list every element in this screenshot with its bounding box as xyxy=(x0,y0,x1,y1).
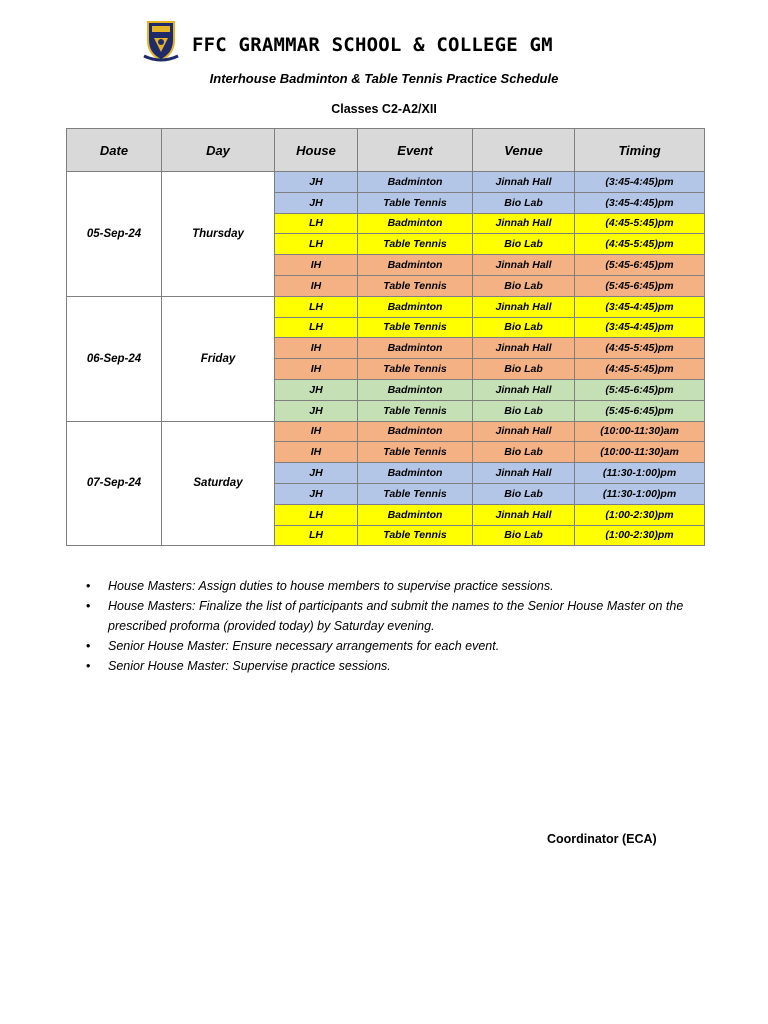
column-header-venue: Venue xyxy=(473,129,575,172)
coordinator-signature: Coordinator (ECA) xyxy=(547,832,657,846)
column-header-house: House xyxy=(275,129,358,172)
timing-cell: (5:45-6:45)pm xyxy=(575,400,705,421)
timing-cell: (4:45-5:45)pm xyxy=(575,234,705,255)
date-cell: 07-Sep-24 xyxy=(67,421,162,546)
date-cell: 05-Sep-24 xyxy=(67,172,162,297)
venue-cell: Bio Lab xyxy=(473,317,575,338)
house-cell: LH xyxy=(275,296,358,317)
list-item: • Senior House Master: Ensure necessary arrangements for each event. xyxy=(86,636,706,656)
venue-cell: Jinnah Hall xyxy=(473,421,575,442)
column-header-day: Day xyxy=(162,129,275,172)
instructions-list xyxy=(86,576,706,676)
house-cell: IH xyxy=(275,421,358,442)
timing-cell: (3:45-4:45)pm xyxy=(575,192,705,213)
house-cell: LH xyxy=(275,234,358,255)
venue-cell: Jinnah Hall xyxy=(473,338,575,359)
table-row xyxy=(67,172,705,193)
timing-cell: (5:45-6:45)pm xyxy=(575,379,705,400)
house-cell: LH xyxy=(275,213,358,234)
venue-cell: Bio Lab xyxy=(473,442,575,463)
house-cell: LH xyxy=(275,525,358,546)
house-cell: JH xyxy=(275,483,358,504)
event-cell: Badminton xyxy=(358,296,473,317)
date-cell: 06-Sep-24 xyxy=(67,296,162,421)
event-cell: Badminton xyxy=(358,172,473,193)
house-cell: LH xyxy=(275,317,358,338)
event-cell: Table Tennis xyxy=(358,275,473,296)
venue-cell: Bio Lab xyxy=(473,234,575,255)
timing-cell: (10:00-11:30)am xyxy=(575,421,705,442)
school-name: FFC GRAMMAR SCHOOL & COLLEGE GM xyxy=(192,34,553,56)
school-crest-logo xyxy=(142,18,180,62)
timing-cell: (3:45-4:45)pm xyxy=(575,317,705,338)
timing-cell: (3:45-4:45)pm xyxy=(575,172,705,193)
house-cell: IH xyxy=(275,338,358,359)
event-cell: Table Tennis xyxy=(358,192,473,213)
event-cell: Badminton xyxy=(358,504,473,525)
event-cell: Table Tennis xyxy=(358,442,473,463)
schedule-title: Interhouse Badminton & Table Tennis Practice Schedule xyxy=(209,71,559,86)
house-cell: JH xyxy=(275,172,358,193)
event-cell: Badminton xyxy=(358,255,473,276)
classes-label: Classes C2-A2/XII xyxy=(331,102,437,116)
timing-cell: (1:00-2:30)pm xyxy=(575,525,705,546)
event-cell: Badminton xyxy=(358,379,473,400)
venue-cell: Jinnah Hall xyxy=(473,255,575,276)
event-cell: Table Tennis xyxy=(358,234,473,255)
timing-cell: (4:45-5:45)pm xyxy=(575,338,705,359)
house-cell: JH xyxy=(275,463,358,484)
list-item: • House Masters: Assign duties to house members to supervise practice sessions. xyxy=(86,576,706,596)
house-cell: JH xyxy=(275,379,358,400)
timing-cell: (11:30-1:00)pm xyxy=(575,483,705,504)
venue-cell: Jinnah Hall xyxy=(473,504,575,525)
timing-cell: (4:45-5:45)pm xyxy=(575,359,705,380)
house-cell: LH xyxy=(275,504,358,525)
house-cell: IH xyxy=(275,255,358,276)
timing-cell: (5:45-6:45)pm xyxy=(575,255,705,276)
venue-cell: Bio Lab xyxy=(473,192,575,213)
day-cell: Thursday xyxy=(162,172,275,297)
venue-cell: Jinnah Hall xyxy=(473,213,575,234)
timing-cell: (11:30-1:00)pm xyxy=(575,463,705,484)
event-cell: Table Tennis xyxy=(358,317,473,338)
column-header-event: Event xyxy=(358,129,473,172)
venue-cell: Bio Lab xyxy=(473,525,575,546)
event-cell: Badminton xyxy=(358,463,473,484)
house-cell: IH xyxy=(275,359,358,380)
venue-cell: Bio Lab xyxy=(473,275,575,296)
venue-cell: Bio Lab xyxy=(473,483,575,504)
event-cell: Table Tennis xyxy=(358,400,473,421)
event-cell: Table Tennis xyxy=(358,525,473,546)
event-cell: Table Tennis xyxy=(358,483,473,504)
venue-cell: Jinnah Hall xyxy=(473,296,575,317)
timing-cell: (5:45-6:45)pm xyxy=(575,275,705,296)
venue-cell: Bio Lab xyxy=(473,359,575,380)
schedule-body xyxy=(67,172,705,546)
letterhead xyxy=(0,18,768,62)
column-header-timing: Timing xyxy=(575,129,705,172)
event-cell: Badminton xyxy=(358,421,473,442)
house-cell: JH xyxy=(275,400,358,421)
venue-cell: Bio Lab xyxy=(473,400,575,421)
timing-cell: (1:00-2:30)pm xyxy=(575,504,705,525)
schedule-table xyxy=(66,128,705,546)
event-cell: Table Tennis xyxy=(358,359,473,380)
table-header-row xyxy=(67,129,705,172)
timing-cell: (3:45-4:45)pm xyxy=(575,296,705,317)
list-item: • House Masters: Finalize the list of participants and submit the names to the Senior House Master on the prescribed proforma (provided today) by Saturday evening. xyxy=(86,596,706,636)
day-cell: Saturday xyxy=(162,421,275,546)
timing-cell: (4:45-5:45)pm xyxy=(575,213,705,234)
venue-cell: Jinnah Hall xyxy=(473,172,575,193)
list-item: • Senior House Master: Supervise practice sessions. xyxy=(86,656,706,676)
table-row xyxy=(67,421,705,442)
day-cell: Friday xyxy=(162,296,275,421)
house-cell: IH xyxy=(275,442,358,463)
venue-cell: Jinnah Hall xyxy=(473,463,575,484)
table-row xyxy=(67,296,705,317)
column-header-date: Date xyxy=(67,129,162,172)
event-cell: Badminton xyxy=(358,338,473,359)
house-cell: JH xyxy=(275,192,358,213)
event-cell: Badminton xyxy=(358,213,473,234)
house-cell: IH xyxy=(275,275,358,296)
venue-cell: Jinnah Hall xyxy=(473,379,575,400)
timing-cell: (10:00-11:30)am xyxy=(575,442,705,463)
